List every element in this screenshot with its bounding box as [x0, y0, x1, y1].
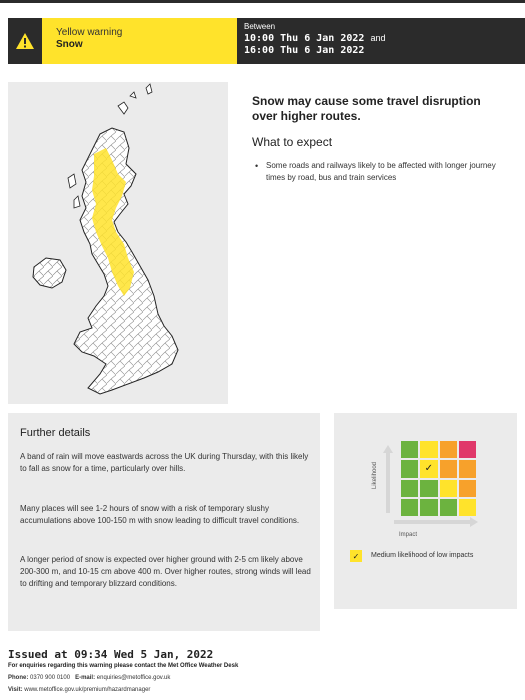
warning-time-panel: [237, 18, 525, 64]
warning-triangle-icon: [15, 32, 35, 50]
impact-matrix-panel: [334, 413, 517, 609]
visit-line: [8, 687, 150, 693]
matrix-cell: [459, 480, 476, 497]
warning-level-label: Yellow warning: [56, 27, 123, 38]
visit-url[interactable]: www.metoffice.gov.uk/premium/hazardmanager: [24, 687, 151, 693]
matrix-cell-selected: [420, 460, 437, 477]
enquiries-text: For enquiries regarding this warning please contact the Met Office Weather Desk: [8, 663, 239, 669]
contact-line: [8, 675, 170, 681]
details-paragraph: A longer period of snow is expected over higher ground with 2-5 cm likely above 200-300 m, and 10-15 cm above 400 m. Over higher routes, strong winds will lead to drifting and temporary blizzard conditions.: [20, 555, 311, 588]
matrix-cell: [420, 499, 437, 516]
end-time: 16:00 Thu 6 Jan 2022: [244, 45, 365, 56]
expect-list: [252, 160, 512, 184]
check-icon: ✓: [424, 463, 434, 475]
warning-level-panel: [42, 18, 237, 64]
start-time: 10:00 Thu 6 Jan 2022: [244, 33, 365, 44]
impact-arrow-icon: [394, 517, 478, 527]
matrix-cell: [459, 460, 476, 477]
phone-number: 0370 900 0100: [30, 675, 71, 681]
matrix-cell: [401, 441, 418, 458]
further-details-title: Further details: [20, 427, 91, 439]
matrix-cell: [440, 499, 457, 516]
key-label: Medium likelihood of low impacts: [371, 552, 474, 559]
matrix-cell: [401, 499, 418, 516]
warning-type-label: Snow: [56, 39, 83, 50]
warning-area-map: [8, 82, 228, 404]
warning-headline: Snow may cause some travel disruption over higher routes.: [252, 94, 481, 123]
check-icon: ✓: [352, 551, 360, 561]
matrix-cell: [401, 460, 418, 477]
details-paragraph: A band of rain will move eastwards across the UK during Thursday, with this likely to fall as snow for a time, particularly over hills.: [20, 452, 309, 473]
and-label: and: [370, 33, 386, 43]
expect-item: • Some roads and railways likely to be affected with longer journey times by road, bus and train services: [252, 160, 512, 184]
matrix-cell: [459, 499, 476, 516]
impact-axis-label: Impact: [399, 532, 418, 538]
key-swatch: [350, 550, 362, 562]
matrix-cell: [440, 480, 457, 497]
matrix-cell: [420, 480, 437, 497]
between-label: Between: [244, 22, 276, 31]
email-label: E-mail:: [75, 675, 96, 681]
likelihood-axis-label: Likelihood: [372, 461, 378, 489]
likelihood-arrow-icon: [383, 445, 393, 513]
uk-map-image: [8, 82, 228, 404]
impact-likelihood-grid: [401, 441, 476, 516]
matrix-cell: [459, 441, 476, 458]
further-details-panel: [8, 413, 320, 631]
matrix-cell: [440, 441, 457, 458]
matrix-cell: [440, 460, 457, 477]
start-time-line: [244, 33, 385, 44]
email-address[interactable]: enquiries@metoffice.gov.uk: [96, 675, 171, 681]
warning-icon-box: [8, 18, 42, 64]
visit-label: Visit:: [8, 687, 23, 693]
what-to-expect-title: What to expect: [252, 135, 333, 149]
issued-time: Issued at 09:34 Wed 5 Jan, 2022: [8, 648, 214, 661]
details-paragraph: Many places will see 1-2 hours of snow with a risk of temporary slushy accumulations above 100-150 m with snow leading to difficult travel conditions.: [20, 504, 300, 525]
phone-label: Phone:: [8, 675, 29, 681]
top-rule: [0, 0, 525, 3]
matrix-cell: [420, 441, 437, 458]
matrix-cell: [401, 480, 418, 497]
